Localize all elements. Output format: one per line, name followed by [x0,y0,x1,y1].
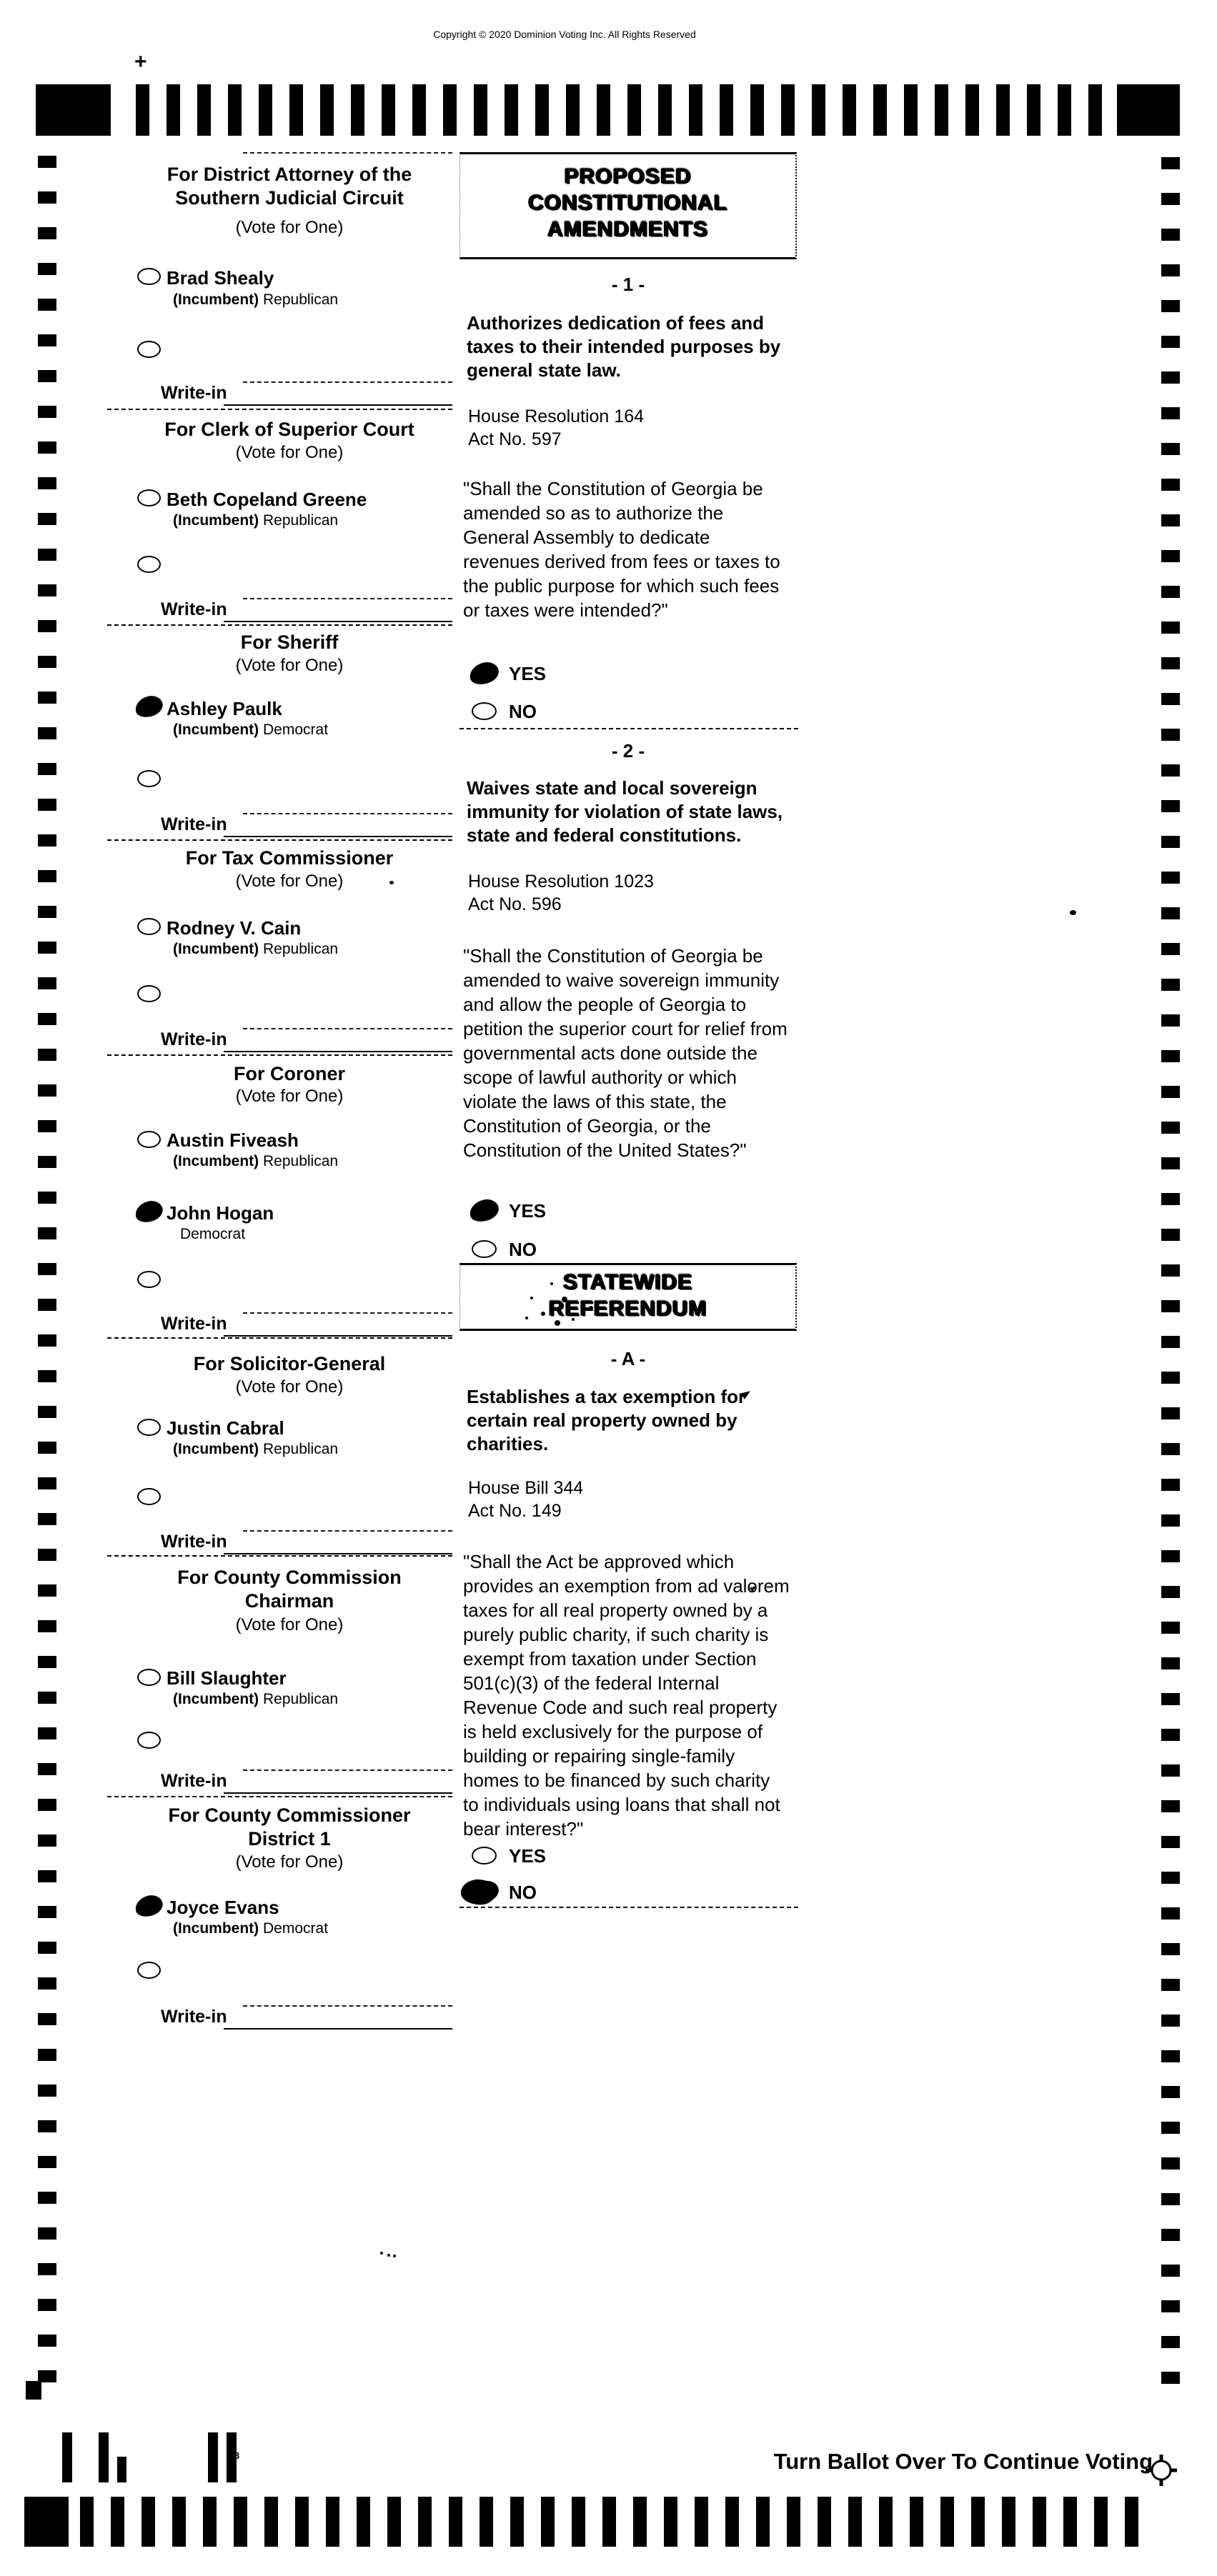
referendum-header: STATEWIDE REFERENDUM [548,1270,707,1320]
candidate-party: Democrat [180,1226,246,1242]
write-in-label: Write-in [161,2007,227,2027]
contest-title: For County Commission Chairman [177,1567,402,1612]
ink-speckle [550,1282,553,1285]
vote-instruction: (Vote for One) [235,443,344,462]
measure-question: "Shall the Constitution of Georgia be amended so as to authorize the General Assembly to dedicate revenues derived from fees or taxes to the public purpose for which such fees or taxes were intended?" [463,478,780,621]
contest-title: For District Attorney of the Southern Judicial Circuit [167,164,412,209]
contest-title: For Clerk of Superior Court [164,419,414,440]
candidate-party: (Incumbent) Democrat [173,1920,329,1937]
vote-instruction: (Vote for One) [235,218,344,237]
candidate-oval[interactable] [133,694,165,720]
candidate-oval[interactable] [133,1199,165,1225]
candidate-oval[interactable] [137,1669,161,1686]
vote-instruction: (Vote for One) [235,1087,344,1106]
candidate-name: Austin Fiveash [167,1129,299,1151]
no-oval[interactable] [472,1240,497,1258]
yes-oval[interactable] [467,659,501,687]
measure-number: - A - [610,1348,646,1369]
yes-label: YES [509,1200,547,1222]
scan-artifact-line [243,1312,452,1314]
separator-line [107,1796,452,1797]
scan-speck [389,881,394,884]
no-label: NO [509,701,537,722]
separator-line [243,152,452,154]
candidate-oval[interactable] [137,268,161,285]
candidate-party: (Incumbent) Democrat [173,722,329,738]
separator-line [107,839,452,841]
write-in-label: Write-in [161,1314,227,1334]
write-in-label: Write-in [161,1029,227,1049]
scan-artifact-line [243,1530,452,1532]
candidate-party: (Incumbent) Republican [173,1153,339,1169]
candidate-oval[interactable] [137,489,161,506]
write-in-oval[interactable] [137,1488,161,1505]
yes-label: YES [509,1845,547,1867]
write-in-line[interactable] [224,1051,452,1052]
turn-ballot-over-text: Turn Ballot Over To Continue Voting [773,2449,1153,2474]
yes-label: YES [509,663,547,684]
candidate-oval[interactable] [137,1131,161,1148]
write-in-label: Write-in [161,1771,227,1791]
candidate-name: Rodney V. Cain [167,917,302,939]
measure-authority: Act No. 596 [468,894,562,914]
write-in-label: Write-in [161,599,227,619]
write-in-label: Write-in [161,814,227,834]
write-in-oval[interactable] [137,1732,161,1749]
write-in-line[interactable] [224,2028,452,2030]
measure-authority: House Bill 344 [468,1478,584,1498]
write-in-label: Write-in [161,383,227,403]
timing-block-top-left [36,84,111,136]
write-in-oval[interactable] [137,770,161,787]
separator-line [460,728,798,729]
vote-instruction: (Vote for One) [235,1615,344,1634]
vote-instruction: (Vote for One) [235,656,344,675]
measure-authority: Act No. 149 [468,1501,562,1521]
write-in-label: Write-in [161,1532,227,1552]
scan-artifact-line [243,598,452,599]
yes-oval[interactable] [467,1197,501,1224]
candidate-party: (Incumbent) Republican [173,512,339,529]
timing-block-bottom-left [24,2497,69,2547]
yes-oval[interactable] [472,1847,497,1864]
contest-title: For Coroner [233,1063,345,1084]
write-in-line[interactable] [224,1553,452,1554]
write-in-line[interactable] [224,621,452,622]
measure-authority: House Resolution 164 [468,406,644,426]
copyright-text: Copyright © 2020 Dominion Voting Inc. All Rights Reserved [433,29,696,40]
registration-plus-mark: + [134,50,147,74]
candidate-name: Bill Slaughter [167,1667,287,1689]
scan-artifact-line [243,813,452,814]
candidate-oval[interactable] [137,1419,161,1436]
contest-title: For Tax Commissioner [185,847,394,869]
timing-marks-right [1161,157,1180,2406]
scan-artifact-line [243,2005,452,2007]
candidate-name: John Hogan [167,1202,274,1224]
contest-title: For Solicitor-General [193,1353,386,1374]
write-in-line[interactable] [224,1792,452,1794]
measure-number: - 2 - [611,740,645,762]
no-oval[interactable] [467,1878,501,1906]
candidate-party: (Incumbent) Republican [173,1441,339,1457]
candidate-name: Beth Copeland Greene [167,489,367,510]
contest-title: For County Commissioner District 1 [168,1804,411,1849]
candidate-party: (Incumbent) Republican [173,1691,339,1707]
separator-line [107,624,452,626]
separator-line [460,1907,798,1908]
contest-title: For Sheriff [240,631,339,653]
candidate-name: Joyce Evans [167,1897,279,1918]
candidate-name: Brad Shealy [167,267,274,289]
write-in-oval[interactable] [137,1271,161,1288]
write-in-oval[interactable] [137,985,161,1002]
index-mark-left [26,2381,41,2400]
write-in-line[interactable] [224,1335,452,1337]
registration-crosshair-icon [1146,2455,1177,2486]
candidate-name: Ashley Paulk [167,698,282,719]
candidate-oval[interactable] [137,918,161,935]
vote-instruction: (Vote for One) [235,1852,344,1872]
measure-number: - 1 - [611,274,645,295]
no-oval[interactable] [472,702,497,720]
measure-question: "Shall the Act be approved which provides an exemption from ad valorem taxes for all real property owned by a purely public charity, if such charity is exempt from taxation under Section 501(c)(3) of the federal Internal Revenue Code and such real property is held exclusively for the purpose of building or repairing single-family homes to be financed by such charity to individuals using loans that shall not bear interest?" [463,1551,790,1839]
scan-artifact-line [243,381,452,383]
no-label: NO [509,1239,537,1260]
amendments-header: PROPOSED CONSTITUTIONAL AMENDMENTS [528,164,727,241]
timing-block-top-right [1117,84,1180,136]
measure-summary: Authorizes dedication of fees and taxes to their intended purposes by general state law. [467,312,781,381]
candidate-party: (Incumbent) Republican [173,291,339,308]
candidate-name: Justin Cabral [167,1417,284,1439]
vote-instruction: (Vote for One) [235,1377,344,1397]
candidate-party: (Incumbent) Republican [173,941,339,957]
write-in-line[interactable] [224,836,452,837]
write-in-line[interactable] [224,404,452,406]
referendum-header-box [460,1263,797,1331]
write-in-oval[interactable] [137,341,161,358]
no-label: NO [509,1882,537,1903]
timing-marks-bottom [80,2497,1139,2547]
measure-authority: Act No. 597 [468,429,562,449]
timing-marks-top [136,84,1111,136]
separator-line [107,409,452,410]
scan-artifact-line [243,1769,452,1771]
write-in-oval[interactable] [137,1962,161,1979]
separator-line [107,1337,452,1339]
measure-summary: Establishes a tax exemption for certain real property owned by charities. [467,1386,746,1454]
vote-instruction: (Vote for One) [235,872,344,891]
measure-authority: House Resolution 1023 [468,872,654,892]
measure-summary: Waives state and local sovereign immunity for violation of state laws, state and federal constitutions. [467,777,783,846]
measure-question: "Shall the Constitution of Georgia be amended to waive sovereign immunity and allow the people of Georgia to petition the superior court for relief from governmental acts done outside the scope of lawful authority or which violate the laws of this state, the Constitution of Georgia, or the Constitution of the United States?" [463,945,788,1161]
write-in-oval[interactable] [137,556,161,573]
scan-speck [380,2252,383,2255]
scan-speck [1070,910,1076,915]
separator-line [107,1054,452,1056]
barcode-glyph: 3 [234,2450,240,2461]
separator-line [107,1555,452,1557]
scan-artifact-line [243,1028,452,1029]
timing-marks-left [38,156,56,2399]
amendments-header-box [460,152,797,259]
candidate-oval[interactable] [133,1893,165,1919]
